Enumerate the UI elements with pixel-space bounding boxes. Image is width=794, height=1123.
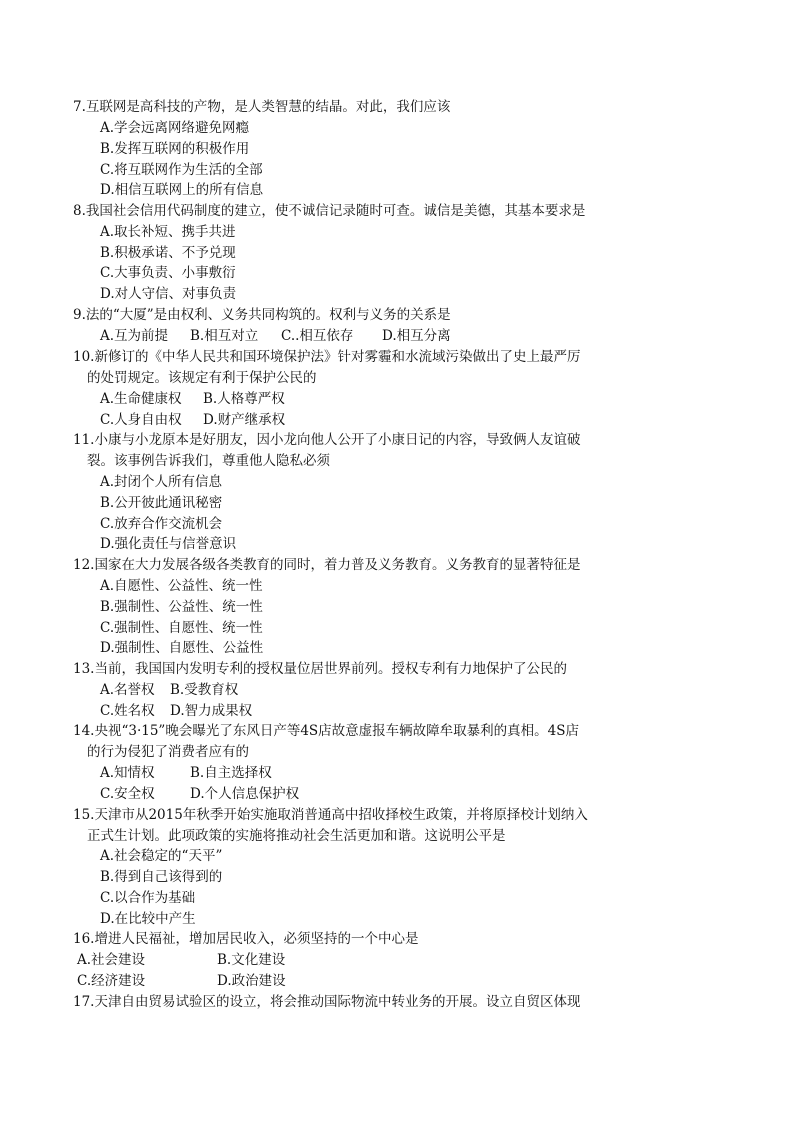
question-15-option-a: A.社会稳定的“天平” (100, 848, 223, 864)
question-16-stem: 16.增进人民福祉，增加居民收入，必须坚持的一个中心是 (73, 931, 419, 947)
question-12-stem: 12.国家在大力发展各级各类教育的同时，着力普及义务教育。义务教育的显著特征是 (73, 557, 581, 573)
question-9-option-d: D.相互分离 (382, 328, 451, 344)
question-8-option-d: D.对人守信、对事负责 (100, 286, 237, 302)
question-11-option-c: C.放弃合作交流机会 (100, 516, 223, 532)
question-10-option-b: B.人格尊严权 (203, 391, 285, 407)
question-16-option-a: A.社会建设 (77, 952, 146, 968)
question-14-option-c: C.安全权 (100, 786, 155, 802)
question-11-option-d: D.强化责任与信誉意识 (100, 536, 237, 552)
question-13-option-b: B.受教育权 (170, 682, 239, 698)
question-14-stem: 14.央视“3·15”晚会曝光了东风日产等4S店故意虚报车辆故障牟取暴利的真相。4S店 (73, 723, 580, 739)
question-10-stem-continued: 的处罚规定。该规定有利于保护公民的 (87, 370, 317, 386)
question-17-stem: 17.天津自由贸易试验区的设立，将会推动国际物流中转业务的开展。设立自贸区体现 (73, 994, 581, 1010)
question-7-option-b: B.发挥互联网的积极作用 (100, 141, 250, 157)
question-15-option-d: D.在比较中产生 (100, 911, 196, 927)
question-8-option-c: C.大事负责、小事敷衍 (100, 265, 236, 281)
question-9-option-c: C..相互依存 (281, 328, 354, 344)
question-13-stem: 13.当前，我国国内发明专利的授权量位居世界前列。授权专利有力地保护了公民的 (73, 661, 567, 677)
question-13-option-d: D.智力成果权 (170, 703, 253, 719)
question-11-option-a: A.封闭个人所有信息 (100, 474, 223, 490)
question-11-option-b: B.公开彼此通讯秘密 (100, 495, 223, 511)
question-10-option-c: C.人身自由权 (100, 412, 182, 428)
question-13-option-c: C.姓名权 (100, 703, 155, 719)
question-9-option-b: B.相互对立 (190, 328, 259, 344)
question-15-stem-continued: 正式生计划。此项政策的实施将推动社会生活更加和谐。这说明公平是 (87, 828, 506, 844)
question-10-option-a: A.生命健康权 (100, 391, 182, 407)
question-15-option-c: C.以合作为基础 (100, 890, 196, 906)
question-9-stem: 9.法的“大厦”是由权利、义务共同构筑的。权利与义务的关系是 (73, 307, 451, 323)
question-16-option-d: D.政治建设 (217, 973, 286, 989)
question-15-option-b: B.得到自己该得到的 (100, 869, 223, 885)
question-7-stem: 7.互联网是高科技的产物，是人类智慧的结晶。对此，我们应该 (73, 99, 451, 115)
question-16-option-b: B.文化建设 (217, 952, 286, 968)
question-11-stem-continued: 裂。该事例告诉我们，尊重他人隐私必须 (87, 453, 330, 469)
question-13-option-a: A.名誉权 (100, 682, 155, 698)
question-14-option-a: A.知情权 (100, 765, 155, 781)
question-12-option-a: A.自愿性、公益性、统一性 (100, 578, 263, 594)
question-16-option-c: C.经济建设 (77, 973, 146, 989)
question-8-stem: 8.我国社会信用代码制度的建立，使不诚信记录随时可查。诚信是美德，其基本要求是 (73, 203, 586, 219)
question-12-option-d: D.强制性、自愿性、公益性 (100, 640, 264, 656)
question-7-option-a: A.学会远离网络避免网瘾 (100, 120, 250, 136)
question-8-option-a: A.取长补短、携手共进 (100, 224, 236, 240)
question-14-option-b: B.自主选择权 (190, 765, 272, 781)
question-14-stem-continued: 的行为侵犯了消费者应有的 (87, 744, 249, 760)
question-8-option-b: B.积极承诺、不予兑现 (100, 245, 236, 261)
question-10-stem: 10.新修订的《中华人民共和国环境保护法》针对雾霾和水流域污染做出了史上最严厉 (73, 349, 581, 365)
question-7-option-c: C.将互联网作为生活的全部 (100, 162, 263, 178)
question-7-option-d: D.相信互联网上的所有信息 (100, 182, 264, 198)
question-15-stem: 15.天津市从2015年秋季开始实施取消普通高中招收择校生政策，并将原择校计划纳入 (73, 807, 588, 823)
question-11-stem: 11.小康与小龙原本是好朋友，因小龙向他人公开了小康日记的内容，导致俩人友谊破 (73, 432, 581, 448)
question-9-option-a: A.互为前提 (100, 328, 169, 344)
question-10-option-d: D.财产继承权 (203, 412, 286, 428)
question-12-option-c: C.强制性、自愿性、统一性 (100, 620, 263, 636)
question-14-option-d: D.个人信息保护权 (190, 786, 300, 802)
question-12-option-b: B.强制性、公益性、统一性 (100, 599, 263, 615)
